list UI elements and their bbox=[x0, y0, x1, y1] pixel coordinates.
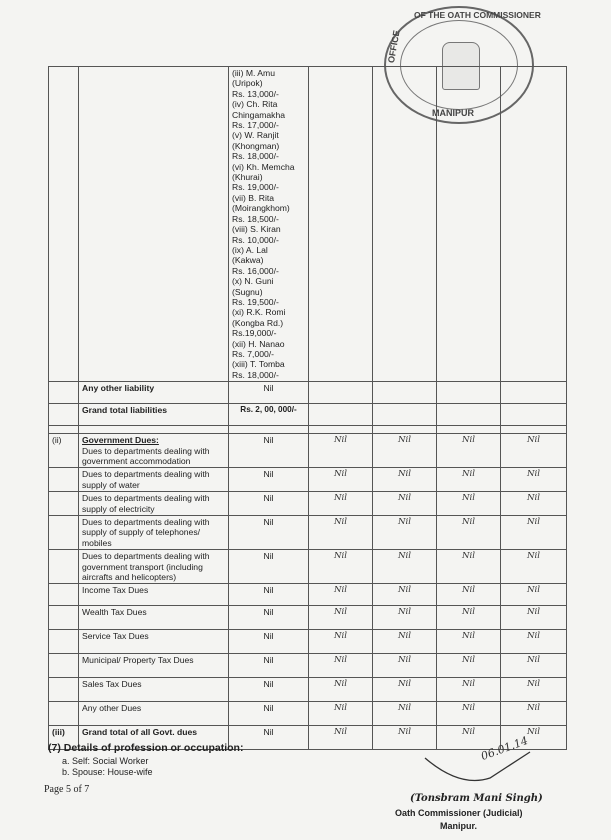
creditor-list-line: (xii) H. Nanao bbox=[232, 338, 285, 349]
gov-dues-label: Sales Tax Dues bbox=[82, 679, 142, 690]
creditor-list-line: (viii) S. Kiran bbox=[232, 224, 281, 235]
creditor-list-line: Rs. 10,000/- bbox=[232, 234, 279, 245]
creditor-list-line: (xiii) T. Tomba bbox=[232, 359, 285, 370]
signatory-title: Oath Commissioner (Judicial) bbox=[395, 808, 523, 818]
occupation-spouse: b. Spouse: House-wife bbox=[62, 767, 153, 777]
handwritten-nil: Nil bbox=[373, 606, 437, 630]
gov-dues-value: Nil bbox=[229, 516, 309, 550]
handwritten-nil: Nil bbox=[309, 630, 373, 654]
table-row bbox=[49, 606, 567, 630]
table-row bbox=[49, 516, 567, 550]
handwritten-nil: Nil bbox=[437, 516, 501, 550]
creditor-list-line: Rs. 16,000/- bbox=[232, 265, 279, 276]
handwritten-nil: Nil bbox=[437, 468, 501, 492]
creditor-list-line: Rs. 18,000/- bbox=[232, 369, 279, 380]
handwritten-nil: Nil bbox=[309, 678, 373, 702]
table-row bbox=[49, 382, 567, 404]
handwritten-nil: Nil bbox=[501, 726, 567, 750]
creditor-list-line: (Sugnu) bbox=[232, 286, 263, 297]
handwritten-nil: Nil bbox=[437, 492, 501, 516]
table-row bbox=[49, 630, 567, 654]
signature-date: 06.01.14 bbox=[479, 734, 530, 763]
creditor-list-line: (Khongman) bbox=[232, 140, 280, 151]
handwritten-nil: Nil bbox=[501, 606, 567, 630]
gov-dues-label-cell bbox=[79, 550, 229, 584]
signatory-name: (Tonsbram Mani Singh) bbox=[410, 793, 543, 804]
creditor-list-line: Rs. 18,000/- bbox=[232, 151, 279, 162]
creditor-list-line: (Kakwa) bbox=[232, 255, 264, 266]
liabilities-table-body bbox=[49, 67, 567, 750]
handwritten-nil: Nil bbox=[309, 492, 373, 516]
gov-dues-value: Nil bbox=[229, 702, 309, 726]
gov-dues-label-cell bbox=[79, 654, 229, 678]
creditor-list-line: Chingamakha bbox=[232, 109, 286, 120]
gov-dues-value: Nil bbox=[229, 654, 309, 678]
handwritten-nil: Nil bbox=[373, 630, 437, 654]
handwritten-nil: Nil bbox=[373, 492, 437, 516]
handwritten-nil: Nil bbox=[373, 702, 437, 726]
handwritten-nil: Nil bbox=[309, 584, 373, 606]
table-row bbox=[49, 702, 567, 726]
table-row bbox=[49, 404, 567, 426]
creditor-list-line: Rs. 17,000/- bbox=[232, 120, 279, 131]
gov-dues-value: Nil bbox=[229, 492, 309, 516]
handwritten-nil: Nil bbox=[501, 516, 567, 550]
handwritten-nil: Nil bbox=[501, 654, 567, 678]
handwritten-nil: Nil bbox=[501, 584, 567, 606]
handwritten-nil: Nil bbox=[373, 584, 437, 606]
handwritten-nil: Nil bbox=[373, 550, 437, 584]
handwritten-nil: Nil bbox=[373, 654, 437, 678]
creditor-list-cell bbox=[229, 67, 309, 382]
handwritten-nil: Nil bbox=[437, 606, 501, 630]
handwritten-nil: Nil bbox=[373, 516, 437, 550]
handwritten-nil: Nil bbox=[309, 468, 373, 492]
creditor-list-line: (iv) Ch. Rita bbox=[232, 99, 278, 110]
handwritten-nil: Nil bbox=[437, 702, 501, 726]
signatory-place: Manipur. bbox=[440, 821, 478, 831]
table-row bbox=[49, 678, 567, 702]
handwritten-nil: Nil bbox=[501, 678, 567, 702]
handwritten-nil: Nil bbox=[373, 678, 437, 702]
table-row bbox=[49, 654, 567, 678]
section7-heading: (7) Details of profession or occupation: bbox=[48, 742, 244, 754]
gov-dues-value: Nil bbox=[229, 678, 309, 702]
creditor-list bbox=[232, 68, 305, 380]
handwritten-nil: Nil bbox=[437, 434, 501, 468]
handwritten-nil: Nil bbox=[437, 726, 501, 750]
handwritten-nil: Nil bbox=[501, 702, 567, 726]
creditor-list-line: (Moirangkhom) bbox=[232, 203, 290, 214]
handwritten-nil: Nil bbox=[309, 702, 373, 726]
creditor-list-line: (vi) Kh. Memcha bbox=[232, 161, 295, 172]
handwritten-nil: Nil bbox=[309, 516, 373, 550]
handwritten-nil: Nil bbox=[437, 678, 501, 702]
creditor-list-line: (x) N. Guni bbox=[232, 276, 274, 287]
gov-dues-label-cell bbox=[79, 468, 229, 492]
gov-dues-label: Wealth Tax Dues bbox=[82, 607, 147, 618]
gov-dues-label-cell bbox=[79, 702, 229, 726]
handwritten-nil: Nil bbox=[501, 434, 567, 468]
gov-dues-total-label: Grand total of all Govt. dues bbox=[79, 726, 229, 750]
gov-dues-value: Nil bbox=[229, 606, 309, 630]
seal-top-text: OF THE OATH COMMISSIONER bbox=[414, 10, 541, 20]
handwritten-nil: Nil bbox=[501, 550, 567, 584]
seal-left-text: OFFICE bbox=[386, 29, 402, 64]
creditor-list-line: (v) W. Ranjit bbox=[232, 130, 279, 141]
handwritten-nil: Nil bbox=[501, 492, 567, 516]
creditor-list-line: (Khurai) bbox=[232, 172, 263, 183]
handwritten-nil: Nil bbox=[373, 726, 437, 750]
gov-dues-label-cell bbox=[79, 492, 229, 516]
gov-dues-label-cell bbox=[79, 630, 229, 654]
gov-dues-total-value: Nil bbox=[229, 726, 309, 750]
creditor-list-line: Rs. 7,000/- bbox=[232, 348, 275, 359]
section-ii-number: (ii) bbox=[49, 434, 79, 468]
table-row bbox=[49, 550, 567, 584]
creditor-list-line: Rs.19,000/- bbox=[232, 328, 277, 339]
table-row bbox=[49, 434, 567, 468]
gov-dues-label: Dues to departments dealing with government accommodation bbox=[82, 445, 210, 466]
handwritten-nil: Nil bbox=[373, 434, 437, 468]
gov-dues-label: Dues to departments dealing with supply of supply of telephones/ mobiles bbox=[82, 517, 210, 548]
gov-dues-value: Nil bbox=[229, 434, 309, 468]
handwritten-nil: Nil bbox=[437, 654, 501, 678]
seal-bottom-text: MANIPUR bbox=[432, 108, 474, 118]
creditor-list-line: Rs. 18,500/- bbox=[232, 213, 279, 224]
handwritten-nil: Nil bbox=[437, 584, 501, 606]
handwritten-nil: Nil bbox=[501, 468, 567, 492]
grand-total-liabilities-label: Grand total liabilities bbox=[79, 404, 229, 426]
page-number: Page 5 of 7 bbox=[44, 784, 90, 795]
grand-total-liabilities-value: Rs. 2, 00, 000/- bbox=[229, 404, 309, 426]
table-row bbox=[49, 67, 567, 382]
creditor-list-line: (xi) R.K. Romi bbox=[232, 307, 286, 318]
gov-dues-label: Dues to departments dealing with supply of electricity bbox=[82, 493, 210, 514]
gov-dues-heading: Government Dues: bbox=[82, 435, 159, 446]
creditor-list-line: (ix) A. Lal bbox=[232, 244, 268, 255]
creditor-list-line: Rs. 19,000/- bbox=[232, 182, 279, 193]
creditor-list-line: (Kongba Rd.) bbox=[232, 317, 284, 328]
other-liability-label: Any other liability bbox=[79, 382, 229, 404]
table-row bbox=[49, 468, 567, 492]
handwritten-nil: Nil bbox=[309, 654, 373, 678]
creditor-list-line: (iii) M. Amu bbox=[232, 68, 275, 78]
gov-dues-value: Nil bbox=[229, 468, 309, 492]
table-row bbox=[49, 426, 567, 434]
gov-dues-label: Dues to departments dealing with supply of water bbox=[82, 469, 210, 490]
table-row bbox=[49, 492, 567, 516]
handwritten-nil: Nil bbox=[309, 550, 373, 584]
occupation-self: a. Self: Social Worker bbox=[62, 756, 149, 766]
gov-dues-value: Nil bbox=[229, 584, 309, 606]
gov-dues-label-cell bbox=[79, 606, 229, 630]
gov-dues-label: Any other Dues bbox=[82, 703, 142, 714]
handwritten-nil: Nil bbox=[501, 630, 567, 654]
handwritten-nil: Nil bbox=[373, 468, 437, 492]
gov-dues-label: Income Tax Dues bbox=[82, 585, 149, 596]
handwritten-nil: Nil bbox=[437, 630, 501, 654]
creditor-list-line: (vii) B. Rita bbox=[232, 192, 275, 203]
creditor-list-line: Rs. 13,000/- bbox=[232, 88, 279, 99]
gov-dues-label: Service Tax Dues bbox=[82, 631, 149, 642]
creditor-list-line: (Uripok) bbox=[232, 78, 263, 89]
gov-dues-label-cell bbox=[79, 584, 229, 606]
handwritten-nil: Nil bbox=[309, 726, 373, 750]
liabilities-table bbox=[48, 66, 567, 750]
gov-dues-value: Nil bbox=[229, 550, 309, 584]
section-iii-number: (iii) bbox=[49, 726, 79, 750]
handwritten-nil: Nil bbox=[437, 550, 501, 584]
gov-dues-label-cell bbox=[79, 678, 229, 702]
gov-dues-label-cell bbox=[79, 516, 229, 550]
gov-dues-value: Nil bbox=[229, 630, 309, 654]
handwritten-nil: Nil bbox=[309, 606, 373, 630]
handwritten-nil: Nil bbox=[309, 434, 373, 468]
other-liability-value: Nil bbox=[229, 382, 309, 404]
gov-dues-label-cell bbox=[79, 434, 229, 468]
creditor-list-line: Rs. 19,500/- bbox=[232, 296, 279, 307]
gov-dues-label: Municipal/ Property Tax Dues bbox=[82, 655, 194, 666]
gov-dues-label: Dues to departments dealing with government transport (including aircrafts and helicopters) bbox=[82, 551, 210, 583]
table-row bbox=[49, 584, 567, 606]
